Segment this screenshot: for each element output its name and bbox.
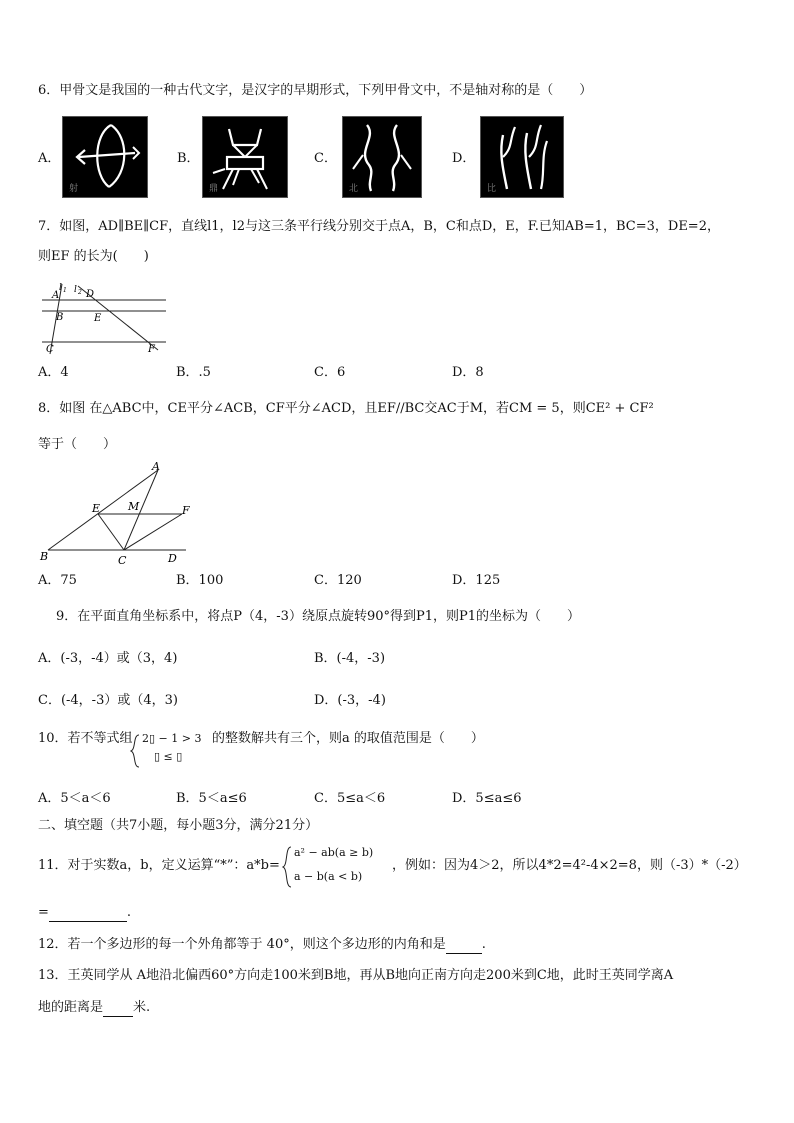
q12-answer-blank[interactable]: [446, 939, 482, 954]
q7-fig-l1-sub: 1: [63, 287, 67, 294]
q6-option-c-caption: 北: [349, 184, 359, 194]
q7-option-a: A．4: [38, 365, 69, 380]
q7-option-c: C．6: [314, 365, 346, 380]
q13-stem-line1: 13．王英同学从 A地沿北偏西60°方向走100米到B地，再从B地向正南方向走200米到C地，此时王英同学离A: [38, 968, 674, 983]
q7-fig-a: A: [52, 290, 60, 301]
q9-option-c: C．(-4，-3）或（4，3): [38, 693, 178, 708]
q10-option-a: A．5＜a＜6: [38, 791, 111, 806]
q8-stem-line2: 等于（ ）: [38, 437, 117, 452]
q8-stem-line1: 8．如图 在△ABC中，CE平分∠ACB，CF平分∠ACD，且EF//BC交AC于M，若CM = 5，则CE² + CF²: [38, 401, 654, 416]
q13-line2: [38, 999, 150, 1017]
q7-fig-c: C: [46, 344, 54, 355]
q10-option-d: D．5≤a≤6: [452, 791, 522, 806]
compare-glyph-icon: [480, 116, 564, 198]
q7-option-b: B．.5: [176, 365, 211, 380]
q8-option-b: B．100: [176, 573, 224, 588]
q6-option-a-caption: 射: [69, 184, 79, 194]
q13-stem-l2a: 地的距离是: [38, 1000, 104, 1015]
q8-option-d: D．125: [452, 573, 501, 588]
q8-fig-m: M: [128, 500, 140, 513]
q8-fig-d: D: [168, 552, 177, 565]
q13-stem-l2b: 米.: [133, 1000, 151, 1015]
q8-fig-c: C: [118, 554, 127, 567]
cauldron-glyph-icon: [202, 116, 288, 198]
q8-fig-b: B: [40, 550, 49, 563]
q7-figure: [38, 278, 172, 358]
q11-stem-b: ，例如：因为4＞2，所以4*2=4²-4×2=8，则（-3）*（-2）: [392, 858, 747, 873]
q6-option-a-letter: A．: [38, 151, 61, 166]
q7-stem-line2: 则EF 的长为( ): [38, 249, 149, 264]
q9-option-d: D．(-3，-4): [314, 693, 386, 708]
q11-brace: [282, 845, 292, 889]
q7-fig-f: F: [148, 344, 155, 355]
q6-option-b-letter: B．: [177, 151, 200, 166]
q8-option-a: A．75: [38, 573, 77, 588]
q6-option-b-caption: 鼎: [209, 184, 219, 194]
q7-fig-b: B: [56, 312, 64, 323]
q6-option-d-caption: 比: [487, 184, 497, 194]
q9-option-b: B．(-4，-3): [314, 651, 386, 666]
q6-option-d-letter: D．: [452, 151, 476, 166]
q10-stem-b: 的整数解共有三个，则a 的取值范围是（ ）: [212, 731, 484, 746]
q7-fig-l2-sub: 2: [78, 289, 82, 296]
section2-title: 二、填空题（共7小题，每小题3分，满分21分）: [38, 818, 319, 833]
q11-answer-prefix: =: [38, 905, 49, 920]
q13-answer-blank[interactable]: [103, 1002, 133, 1017]
q7-stem-line1: 7．如图，AD∥BE∥CF，直线l1，l2与这三条平行线分别交于点A，B，C和点D，E，F.已知AB=1，BC=3，DE=2，: [38, 219, 720, 234]
q11-stem-a: 11．对于实数a，b，定义运算“*”：a*b=: [38, 858, 280, 873]
q8-option-c: C．120: [314, 573, 362, 588]
q10-option-b: B．5＜a≤6: [176, 791, 247, 806]
q9-stem: 9．在平面直角坐标系中，将点P（4，-3）绕原点旋转90°得到P1，则P1的坐标为（ ）: [56, 609, 581, 624]
q6-option-c-letter: C．: [314, 151, 337, 166]
q9-option-a: A．(-3，-4）或（3，4): [38, 651, 178, 666]
q10-stem-a: 10．若不等式组: [38, 731, 133, 746]
q10-system-bottom: ▯ ≤ ▯: [154, 750, 183, 763]
archery-glyph-icon: [62, 116, 148, 198]
q10-option-c: C．5≤a＜6: [314, 791, 386, 806]
north-glyph-icon: [342, 116, 422, 198]
q8-fig-e: E: [92, 502, 101, 515]
q8-fig-a: A: [152, 460, 160, 473]
q7-fig-l2: l: [74, 285, 77, 295]
q12-stem: 12．若一个多边形的每一个外角都等于 40°，则这个多边形的内角和是: [38, 937, 446, 952]
q8-figure: [38, 458, 198, 568]
q7-fig-e: E: [94, 313, 102, 324]
q11-case-bottom: a − b(a < b): [294, 870, 363, 883]
q8-fig-f: F: [182, 504, 190, 517]
q10-system-top: 2▯ − 1 > 3: [142, 732, 202, 745]
q11-answer: = .: [38, 905, 132, 920]
q6-stem: 6．甲骨文是我国的一种古代文字，是汉字的早期形式，下列甲骨文中，不是轴对称的是（ ）: [38, 83, 593, 98]
q12-line: 12．若一个多边形的每一个外角都等于 40°，则这个多边形的内角和是 .: [38, 937, 486, 952]
q11-case-top: a² − ab(a ≥ b): [294, 846, 374, 859]
q7-fig-l1: l: [59, 283, 62, 293]
q11-answer-blank[interactable]: [49, 907, 127, 922]
q7-fig-d: D: [86, 289, 95, 300]
q7-option-d: D．8: [452, 365, 484, 380]
